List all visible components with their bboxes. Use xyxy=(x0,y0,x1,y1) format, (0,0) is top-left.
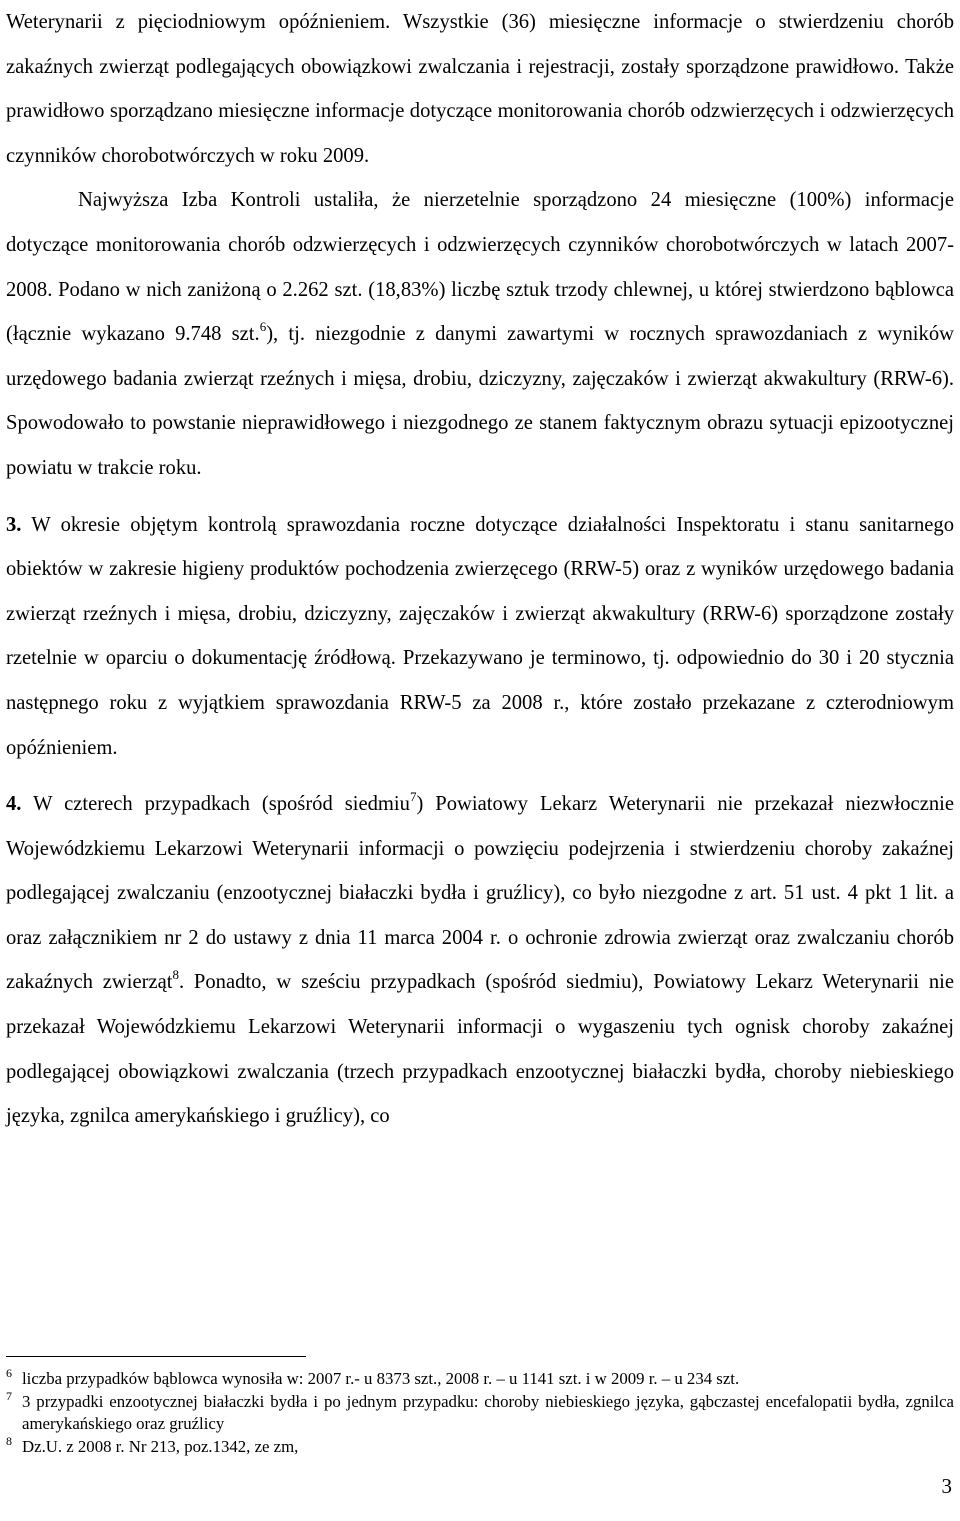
point-number: 4. xyxy=(6,793,22,816)
paragraph-text: Najwyższa Izba Kontroli ustaliła, że nierzetelnie sporządzono 24 miesięczne (100%) informacje dotyczące monitorowania chorób odzwierzęcych i odzwierzęcych czynników chorobotwórczych w latach 2007-2008. Podano w nich zaniżoną o 2.262 szt. (18,83%) liczbę sztuk trzody chlewnej, u której stwierdzono bąblowca (łącznie wykazano 9.748 szt. xyxy=(6,189,954,346)
paragraph-text: W okresie objętym kontrolą sprawozdania roczne dotyczące działalności Inspektoratu i stanu sanitarnego obiektów w zakresie higieny produktów pochodzenia zwierzęcego (RRW-5) oraz z wyników urzędowego badania zwierząt rzeźnych i mięsa, drobiu, dziczyzny, zajęczaków i zwierząt akwakultury (RRW-6) sporządzone zostały rzetelnie w oparciu o dokumentację źródłową. Przekazywano je terminowo, tj. odpowiednio do 30 i 20 stycznia następnego roku z wyjątkiem sprawozdania RRW-5 za 2008 r., które zostało przekazane z czterodniowym opóźnieniem. xyxy=(6,513,954,759)
footnote-mark: 7 xyxy=(6,1389,12,1403)
footnote-separator xyxy=(6,1356,306,1357)
footnote-text: Dz.U. z 2008 r. Nr 213, poz.1342, ze zm, xyxy=(22,1437,299,1456)
document-page xyxy=(6,0,954,1521)
footnote-6 xyxy=(6,1368,954,1390)
paragraph-text: W czterech przypadkach (spośród siedmiu xyxy=(33,793,410,816)
footnote-ref-6[interactable]: 6 xyxy=(259,319,267,335)
point-number: 3. xyxy=(6,513,22,536)
footnote-7 xyxy=(6,1391,954,1435)
footnote-mark: 8 xyxy=(6,1434,12,1448)
footnote-8 xyxy=(6,1436,954,1458)
footnotes xyxy=(6,1368,954,1459)
paragraph-point-3 xyxy=(6,503,954,771)
footnote-mark: 6 xyxy=(6,1366,12,1380)
page-number: 3 xyxy=(941,1474,952,1498)
paragraph-nik-findings xyxy=(6,178,954,490)
footnote-text: 3 przypadki enzootycznej białaczki bydła i po jednym przypadku: choroby niebieskiego języka, gąbczastej encefalopatii bydła, zgnilca amerykańskiego oraz gruźlicy xyxy=(22,1392,954,1433)
footnote-ref-7[interactable]: 7 xyxy=(409,789,417,805)
footnote-text: liczba przypadków bąblowca wynosiła w: 2007 r.- u 8373 szt., 2008 r. – u 1141 szt. i w 2009 r. – u 234 szt. xyxy=(22,1369,740,1388)
footnote-ref-8[interactable]: 8 xyxy=(172,967,179,983)
paragraph-point-4 xyxy=(6,782,954,1139)
paragraph-text: ), tj. niezgodnie z danymi zawartymi w rocznych sprawozdaniach z wyników urzędowego badania zwierząt rzeźnych i mięsa, drobiu, dziczyzny, zajęczaków i zwierząt akwakultury (RRW-6). Spowodowało to powstanie nieprawidłowego i niezgodnego ze stanem faktycznym obrazu sytuacji epizootycznej powiatu w trakcie roku. xyxy=(6,323,954,479)
paragraph-text: ) Powiatowy Lekarz Weterynarii nie przekazał niezwłocznie Wojewódzkiemu Lekarzowi Weterynarii informacji o powzięciu podejrzenia i stwierdzeniu choroby zakaźnej podlegającej zwalczaniu (enzootycznej białaczki bydła i gruźlicy), co było niezgodne z art. 51 ust. 4 pkt 1 lit. a oraz załącznikiem nr 2 do ustawy z dnia 11 marca 2004 r. o ochronie zdrowia zwierząt oraz zwalczaniu chorób zakaźnych zwierząt xyxy=(6,793,954,994)
paragraph-continued: Weterynarii z pięciodniowym opóźnieniem. Wszystkie (36) miesięczne informacje o stwierdzeniu chorób zakaźnych zwierząt podlegających obowiązkowi zwalczania i rejestracji, zostały sporządzone prawidłowo. Także prawidłowo sporządzano miesięczne informacje dotyczące monitorowania chorób odzwierzęcych i odzwierzęcych czynników chorobotwórczych w roku 2009. xyxy=(6,11,954,167)
body-text xyxy=(6,0,954,1139)
paragraph-text: . Ponadto, w sześciu przypadkach (spośród siedmiu), Powiatowy Lekarz Weterynarii nie przekazał Wojewódzkiemu Lekarzowi Weterynarii informacji o wygaszeniu tych ognisk choroby zakaźnej podlegającej obowiązkowi zwalczania (trzech przypadkach enzootycznej białaczki bydła, choroby niebieskiego języka, zgnilca amerykańskiego i gruźlicy), co xyxy=(6,971,954,1128)
